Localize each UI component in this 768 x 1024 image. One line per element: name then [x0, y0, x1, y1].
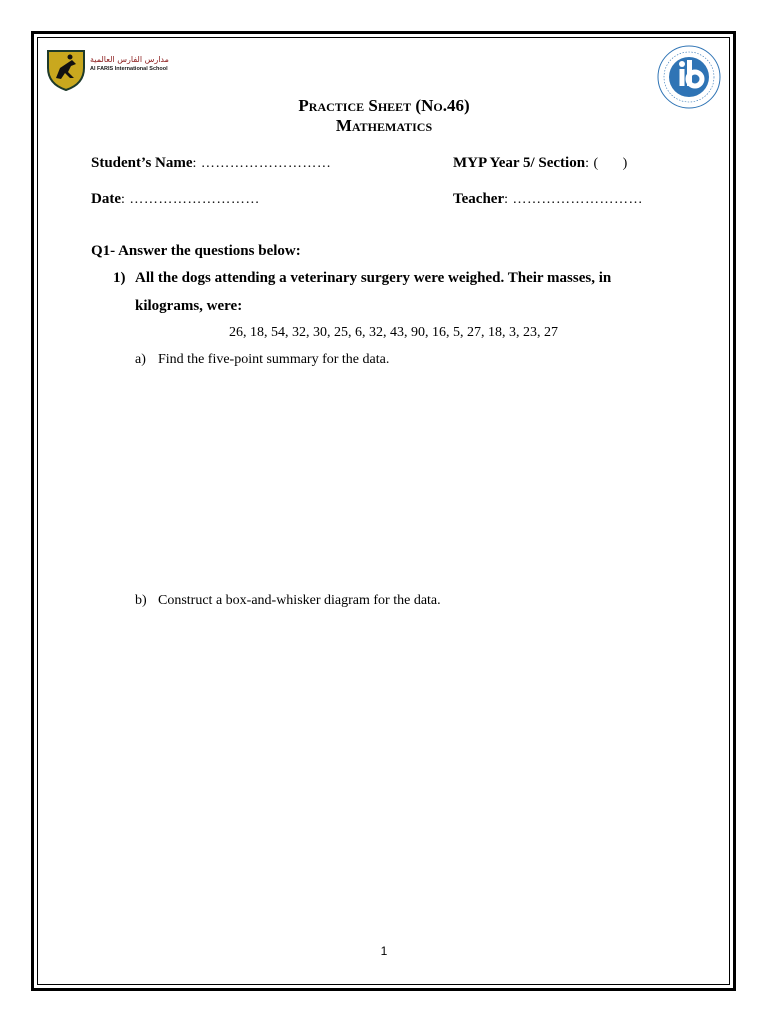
- sheet-subject: Mathematics: [335, 116, 433, 135]
- date-blank: : ………………………: [121, 192, 260, 207]
- part-b-text: Construct a box-and-whisker diagram for the data.: [158, 593, 441, 608]
- part-a-text: Find the five-point summary for the data.: [158, 352, 390, 367]
- year-section-label: MYP Year 5/ Section: [453, 155, 586, 171]
- school-name-english: Al FARIS International School: [90, 66, 168, 72]
- year-section-blank: : ( ): [585, 156, 628, 171]
- part-b-label: b): [135, 593, 147, 608]
- question-heading: Q1- Answer the questions below:: [91, 243, 301, 259]
- student-name-field: [91, 154, 331, 172]
- page-number: 1: [380, 944, 388, 958]
- part-a-label: a): [135, 352, 146, 367]
- teacher-label: Teacher: [453, 191, 505, 207]
- item-text-line2: kilograms, were:: [135, 298, 243, 314]
- date-label: Date: [91, 191, 121, 207]
- student-name-blank: : ………………………: [192, 156, 332, 171]
- item-number: 1): [113, 270, 126, 286]
- year-section-field: [453, 154, 628, 172]
- sheet-title: Practice Sheet (No.46): [298, 96, 470, 115]
- teacher-blank: : ………………………: [504, 192, 643, 207]
- school-name-arabic: مدارس الفارس العالمية: [90, 55, 169, 64]
- shield-icon: [46, 48, 86, 92]
- teacher-field: [453, 190, 643, 208]
- student-name-label: Student’s Name: [91, 155, 193, 171]
- date-field: [91, 190, 260, 208]
- page-border-inner: [37, 37, 730, 985]
- item-text-line1: All the dogs attending a veterinary surgery were weighed. Their masses, in: [135, 270, 612, 286]
- data-values: 26, 18, 54, 32, 30, 25, 6, 32, 43, 90, 16, 5, 27, 18, 3, 23, 27: [229, 325, 558, 340]
